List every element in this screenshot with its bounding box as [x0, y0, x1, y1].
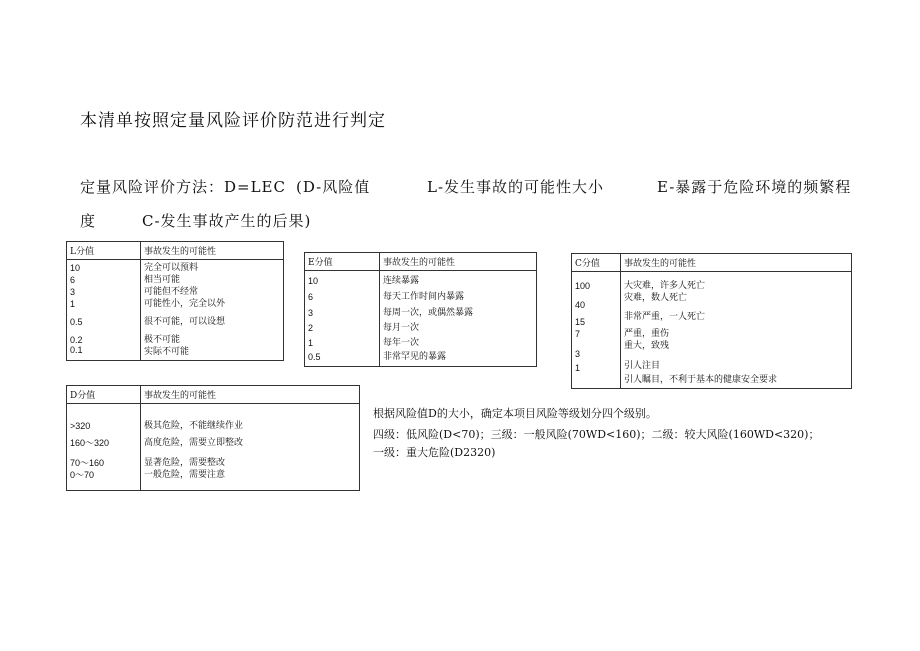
e-desc-column — [380, 271, 537, 367]
e-score-2: 2 — [308, 323, 314, 333]
e-desc-3: 每周一次，或偶然暴露 — [383, 308, 474, 318]
e-score-6: 6 — [308, 292, 314, 302]
l-score-1: 1 — [70, 299, 76, 309]
c-score-column — [572, 272, 621, 389]
d-score-column — [67, 404, 141, 491]
l-score-table — [66, 241, 284, 361]
d-score-160-320: 160～320 — [70, 438, 110, 448]
c-score-100: 100 — [575, 281, 591, 291]
method-c-definition: C-发生事故产生的后果) — [142, 212, 312, 230]
d-score-table — [66, 385, 360, 491]
l-desc-0-1: 实际不可能 — [144, 347, 190, 357]
table-row — [305, 271, 537, 367]
e-score-column — [305, 271, 380, 367]
method-formula: 定量风险评价方法：D=LEC — [80, 178, 286, 196]
c-score-15: 15 — [575, 317, 586, 327]
e-score-table — [304, 252, 537, 367]
d-desc-over-320: 极其危险，不能继续作业 — [144, 421, 244, 431]
l-desc-3: 可能但不经常 — [144, 287, 199, 297]
d-desc-160-320: 高度危险，需要立即整改 — [144, 438, 244, 448]
l-score-0-2: 0.2 — [70, 335, 83, 345]
d-desc-column — [141, 404, 360, 491]
d-table-header-desc: 事故发生的可能性 — [141, 386, 360, 404]
c-desc-3: 引人注目 — [624, 361, 661, 371]
table-row — [67, 404, 360, 491]
e-table-header-score: E分值 — [305, 253, 380, 271]
l-score-0-5: 0.5 — [70, 317, 83, 327]
table-row — [572, 272, 852, 389]
table-row — [67, 260, 284, 361]
l-desc-6: 相当可能 — [144, 275, 181, 285]
l-table-header-score: L分值 — [67, 242, 141, 260]
c-score-3: 3 — [575, 349, 581, 359]
e-desc-0-5: 非常罕见的暴露 — [383, 352, 447, 362]
l-score-column — [67, 260, 141, 361]
d-desc-70-160: 显著危险，需要整改 — [144, 458, 226, 468]
risk-level-major: 一级：重大危险(D2320) — [373, 446, 496, 459]
e-score-1: 1 — [308, 338, 314, 348]
d-score-70-160: 70～160 — [70, 458, 105, 468]
e-score-3: 3 — [308, 308, 314, 318]
c-table-header-desc: 事故发生的可能性 — [621, 254, 852, 272]
e-table-header-desc: 事故发生的可能性 — [380, 253, 537, 271]
e-desc-1: 每年一次 — [383, 338, 420, 348]
c-desc-100: 大灾难，许多人死亡 — [624, 281, 706, 291]
e-score-0-5: 0.5 — [308, 352, 321, 362]
d-score-over-320: >320 — [70, 421, 91, 431]
method-wrap-text: 度 — [80, 212, 97, 230]
l-score-3: 3 — [70, 287, 76, 297]
e-desc-10: 连续暴露 — [383, 276, 420, 286]
e-score-10: 10 — [308, 276, 319, 286]
l-desc-0-2: 极不可能 — [144, 335, 181, 345]
risk-level-intro: 根据风险值D的大小，确定本项目风险等级划分四个级别。 — [373, 407, 657, 420]
l-score-6: 6 — [70, 275, 76, 285]
c-score-7: 7 — [575, 329, 581, 339]
d-table-header-score: D分值 — [67, 386, 141, 404]
l-desc-10: 完全可以预料 — [144, 263, 199, 273]
method-l-definition: L-发生事故的可能性大小 — [427, 178, 605, 196]
c-desc-column — [621, 272, 852, 389]
e-desc-6: 每天工作时间内暴露 — [383, 292, 465, 302]
l-desc-column — [141, 260, 284, 361]
c-desc-1: 引人瞩目，不利于基本的健康安全要求 — [624, 375, 778, 385]
e-desc-2: 每月一次 — [383, 323, 420, 333]
l-desc-0-5: 很不可能，可以设想 — [144, 317, 226, 327]
c-desc-7: 重大，致残 — [624, 341, 670, 351]
l-table-header-desc: 事故发生的可能性 — [141, 242, 284, 260]
c-score-1: 1 — [575, 363, 581, 373]
d-score-0-70: 0～70 — [70, 470, 95, 480]
c-score-table — [571, 253, 852, 389]
c-table-header-score: C分值 — [572, 254, 621, 272]
d-desc-0-70: 一般危险，需要注意 — [144, 470, 226, 480]
method-e-definition: E-暴露于危险环境的频繁程 — [657, 178, 852, 196]
page-title: 本清单按照定量风险评价防范进行判定 — [80, 111, 386, 131]
l-desc-1: 可能性小，完全以外 — [144, 299, 226, 309]
risk-level-grades: 四级：低风险(D<70)；三级：一般风险(70WD<160)；二级：较大风险(160WD<320)； — [373, 428, 820, 441]
c-desc-disaster: 灾难，数人死亡 — [624, 293, 688, 303]
c-desc-15: 严重，重伤 — [624, 329, 670, 339]
c-desc-40: 非常严重，一人死亡 — [624, 312, 706, 322]
l-score-0-1: 0.1 — [70, 345, 83, 355]
l-score-10: 10 — [70, 263, 81, 273]
c-score-40: 40 — [575, 300, 586, 310]
method-d-definition: (D-风险值 — [296, 178, 371, 196]
